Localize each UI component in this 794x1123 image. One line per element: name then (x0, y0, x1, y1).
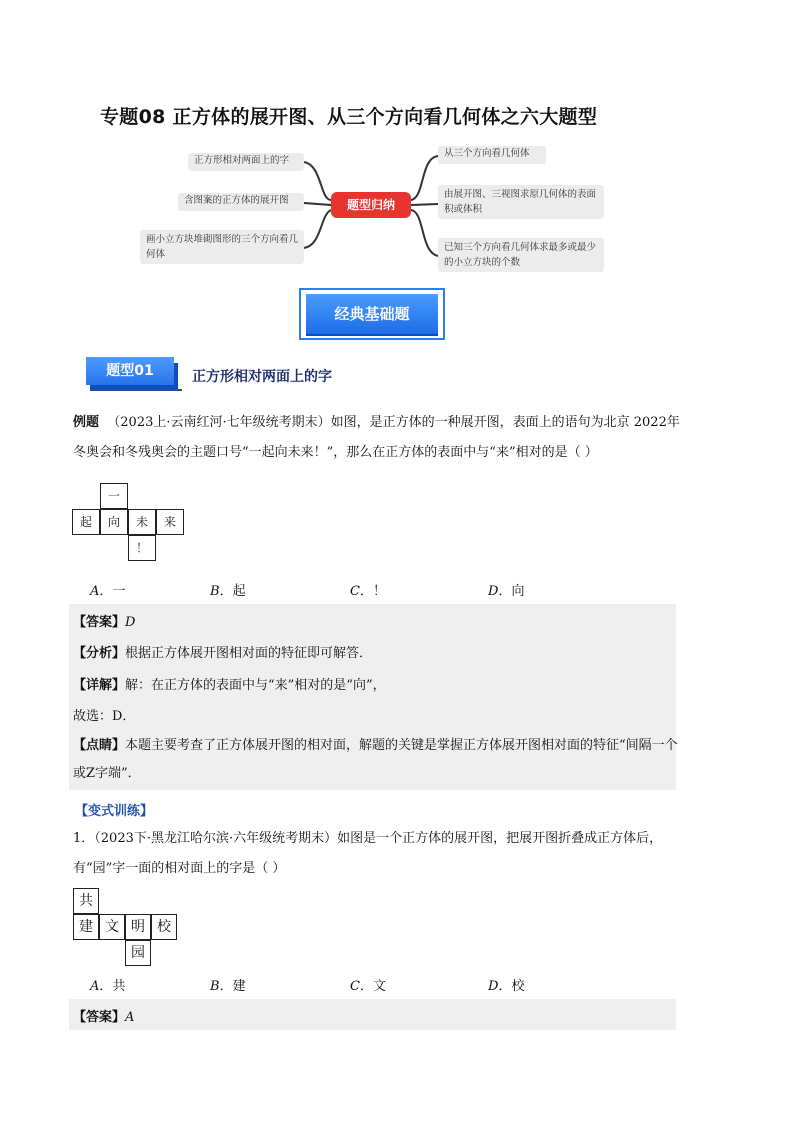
banner-classic-basic: 经典基础题 (306, 294, 438, 334)
net-cell: 共 (73, 888, 99, 914)
section-underline (90, 389, 182, 391)
net-cell: 明 (125, 914, 151, 940)
mindmap-right-1: 从三个方向看几何体 (438, 146, 546, 164)
section-tag: 题型01 (86, 357, 174, 385)
detail-line: 【详解】解：在正方体的表面中与“来”相对的是“向”， (73, 678, 386, 693)
net-cell: 来 (156, 509, 184, 535)
option-c: C．！ (350, 584, 386, 599)
net-cell: 建 (73, 914, 99, 940)
variation-answer-block (69, 999, 676, 1030)
mindmap-left-3: 画小立方块堆砌图形的三个方向看几何体 (140, 230, 304, 264)
variation-answer-line: 【答案】A (73, 1010, 135, 1025)
variation-option-d: D．校 (488, 979, 525, 994)
choose-line: 故选：D． (73, 709, 136, 724)
net-cell: 未 (128, 509, 156, 535)
answer-line: 【答案】D (73, 615, 136, 630)
variation-option-a: A．共 (90, 979, 126, 994)
option-d: D．向 (488, 584, 525, 599)
mindmap-left-2: 含图案的正方体的展开图 (178, 193, 304, 211)
mindmap-right-2: 由展开图、三视图求原几何体的表面积或体积 (438, 185, 604, 219)
net-cell: 向 (100, 509, 128, 535)
variation-question: 1．（2023下·黑龙江哈尔滨·六年级统考期末）如图是一个正方体的展开图，把展开图折叠成正方体后，有“园”字一面的相对面上的字是（ ） (73, 831, 663, 876)
net-cell: 一 (100, 483, 128, 509)
variation-option-b: B．建 (210, 979, 246, 994)
mindmap-left-1: 正方形相对两面上的字 (188, 153, 304, 171)
mindmap-right-3: 已知三个方向看几何体求最多或最少的小立方块的个数 (438, 238, 604, 272)
net-cell: 园 (125, 940, 151, 966)
example-question (73, 408, 683, 468)
section-title: 正方形相对两面上的字 (192, 369, 332, 385)
net-cell: ！ (128, 535, 156, 561)
variation-option-c: C．文 (350, 979, 386, 994)
analysis-line: 【分析】根据正方体展开图相对面的特征即可解答． (73, 646, 373, 661)
net-cell: 校 (151, 914, 177, 940)
example-label: 例题 (73, 415, 100, 430)
page-title: 专题08 正方体的展开图、从三个方向看几何体之六大题型 (100, 106, 598, 128)
option-a: A．一 (90, 584, 126, 599)
variation-label: 【变式训练】 (75, 804, 154, 819)
net-cell: 文 (99, 914, 125, 940)
example-text: （2023上·云南红河·七年级统考期末）如图，是正方体的一种展开图，表面上的语句为北京 2022年冬奥会和冬残奥会的主题口号“一起向未来！”，那么在正方体的表面中与“来”相对的是（ ） (73, 415, 680, 460)
option-b: B．起 (210, 584, 246, 599)
comment-line: 【点睛】本题主要考查了正方体展开图的相对面，解题的关键是掌握正方体展开图相对面的特征“间隔一个或Z字端”． (73, 738, 678, 781)
net-cell: 起 (72, 509, 100, 535)
mindmap-connectors (0, 0, 794, 300)
mindmap-center: 题型归纳 (331, 192, 411, 218)
